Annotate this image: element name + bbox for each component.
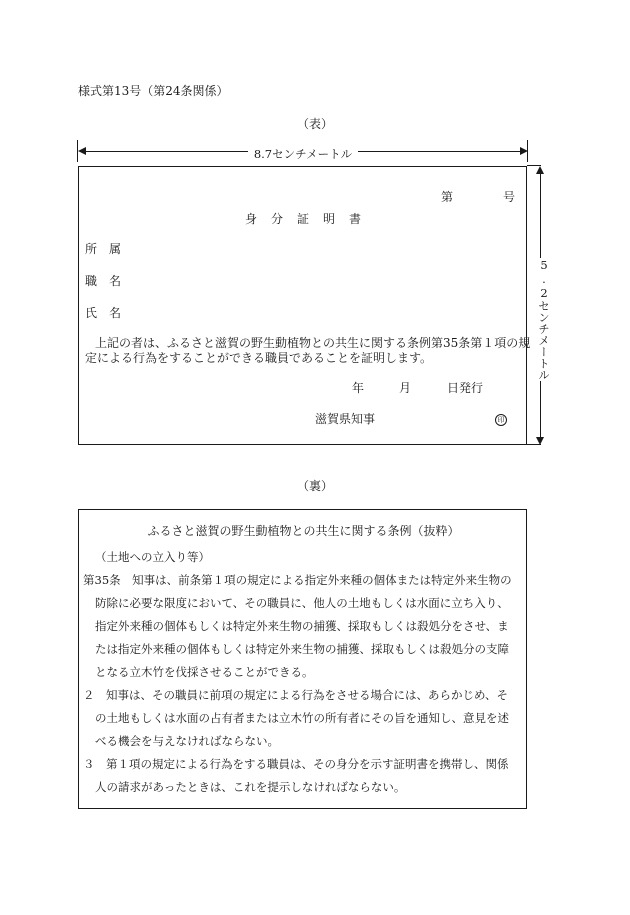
seal-icon: 印	[495, 414, 507, 426]
ordinance-title: ふるさと滋賀の野生動植物との共生に関する条例（抜粋）	[147, 524, 460, 538]
field-position-label: 職 名	[85, 274, 122, 288]
arrow-down-icon	[536, 437, 544, 445]
article-line: たは指定外来種の個体もしくは特定外来生物の捕獲、採取もしくは殺処分の支障	[95, 642, 509, 656]
article-line: の土地もしくは水面の占有者または立木竹の所有者にその旨を通知し、意見を述	[95, 711, 509, 725]
seal-mark	[495, 412, 507, 426]
width-dimension	[78, 144, 528, 160]
article-line: べる機会を与えなければならない。	[95, 734, 279, 748]
height-dimension-label: 5.2センチメートル	[531, 258, 551, 381]
article-line: 指定外来種の個体もしくは特定外来生物の捕獲、採取もしくは殺処分をさせ、ま	[95, 619, 509, 633]
back-side-label: （裏）	[296, 479, 333, 493]
width-dimension-label: 8.7センチメートル	[248, 147, 358, 161]
height-dimension	[534, 166, 551, 445]
form-number-label: 様式第13号（第24条関係）	[78, 84, 229, 98]
back-card	[78, 509, 527, 809]
article-caption: （土地への立入り等）	[95, 550, 210, 564]
field-name-label: 氏 名	[85, 306, 122, 320]
date-year: 年	[352, 381, 365, 395]
front-side-label: （表）	[296, 117, 333, 131]
statement-line-2: 定による行為をすることができる職員であることを証明します。	[85, 351, 433, 365]
front-card	[78, 166, 531, 445]
card-title: 身 分 証 明 書	[244, 212, 362, 226]
article-line: 第35条 知事は、前条第１項の規定による指定外来種の個体または特定外来生物の	[83, 573, 512, 587]
date-issue: 日発行	[447, 381, 484, 395]
article-line: 防除に必要な限度において、その職員に、他人の土地もしくは水面に立ち入り、	[95, 596, 509, 610]
date-month: 月	[399, 381, 412, 395]
article-line: ２ 知事は、その職員に前項の規定による行為をさせる場合には、あらかじめ、そ	[83, 688, 509, 702]
field-affiliation-label: 所 属	[85, 242, 122, 256]
number-prefix: 第	[441, 190, 454, 204]
number-suffix: 号	[503, 190, 516, 204]
article-line: ３ 第１項の規定による行為をする職員は、その身分を示す証明書を携帯し、関係	[83, 757, 509, 771]
statement-line-1: 上記の者は、ふるさと滋賀の野生動植物との共生に関する条例第35条第１項の規	[95, 336, 531, 350]
issuer-name: 滋賀県知事	[315, 412, 376, 426]
article-line: 人の請求があったときは、これを提示しなければならない。	[95, 780, 406, 794]
article-line: となる立木竹を伐採させることができる。	[95, 665, 314, 679]
arrow-up-icon	[536, 166, 544, 174]
